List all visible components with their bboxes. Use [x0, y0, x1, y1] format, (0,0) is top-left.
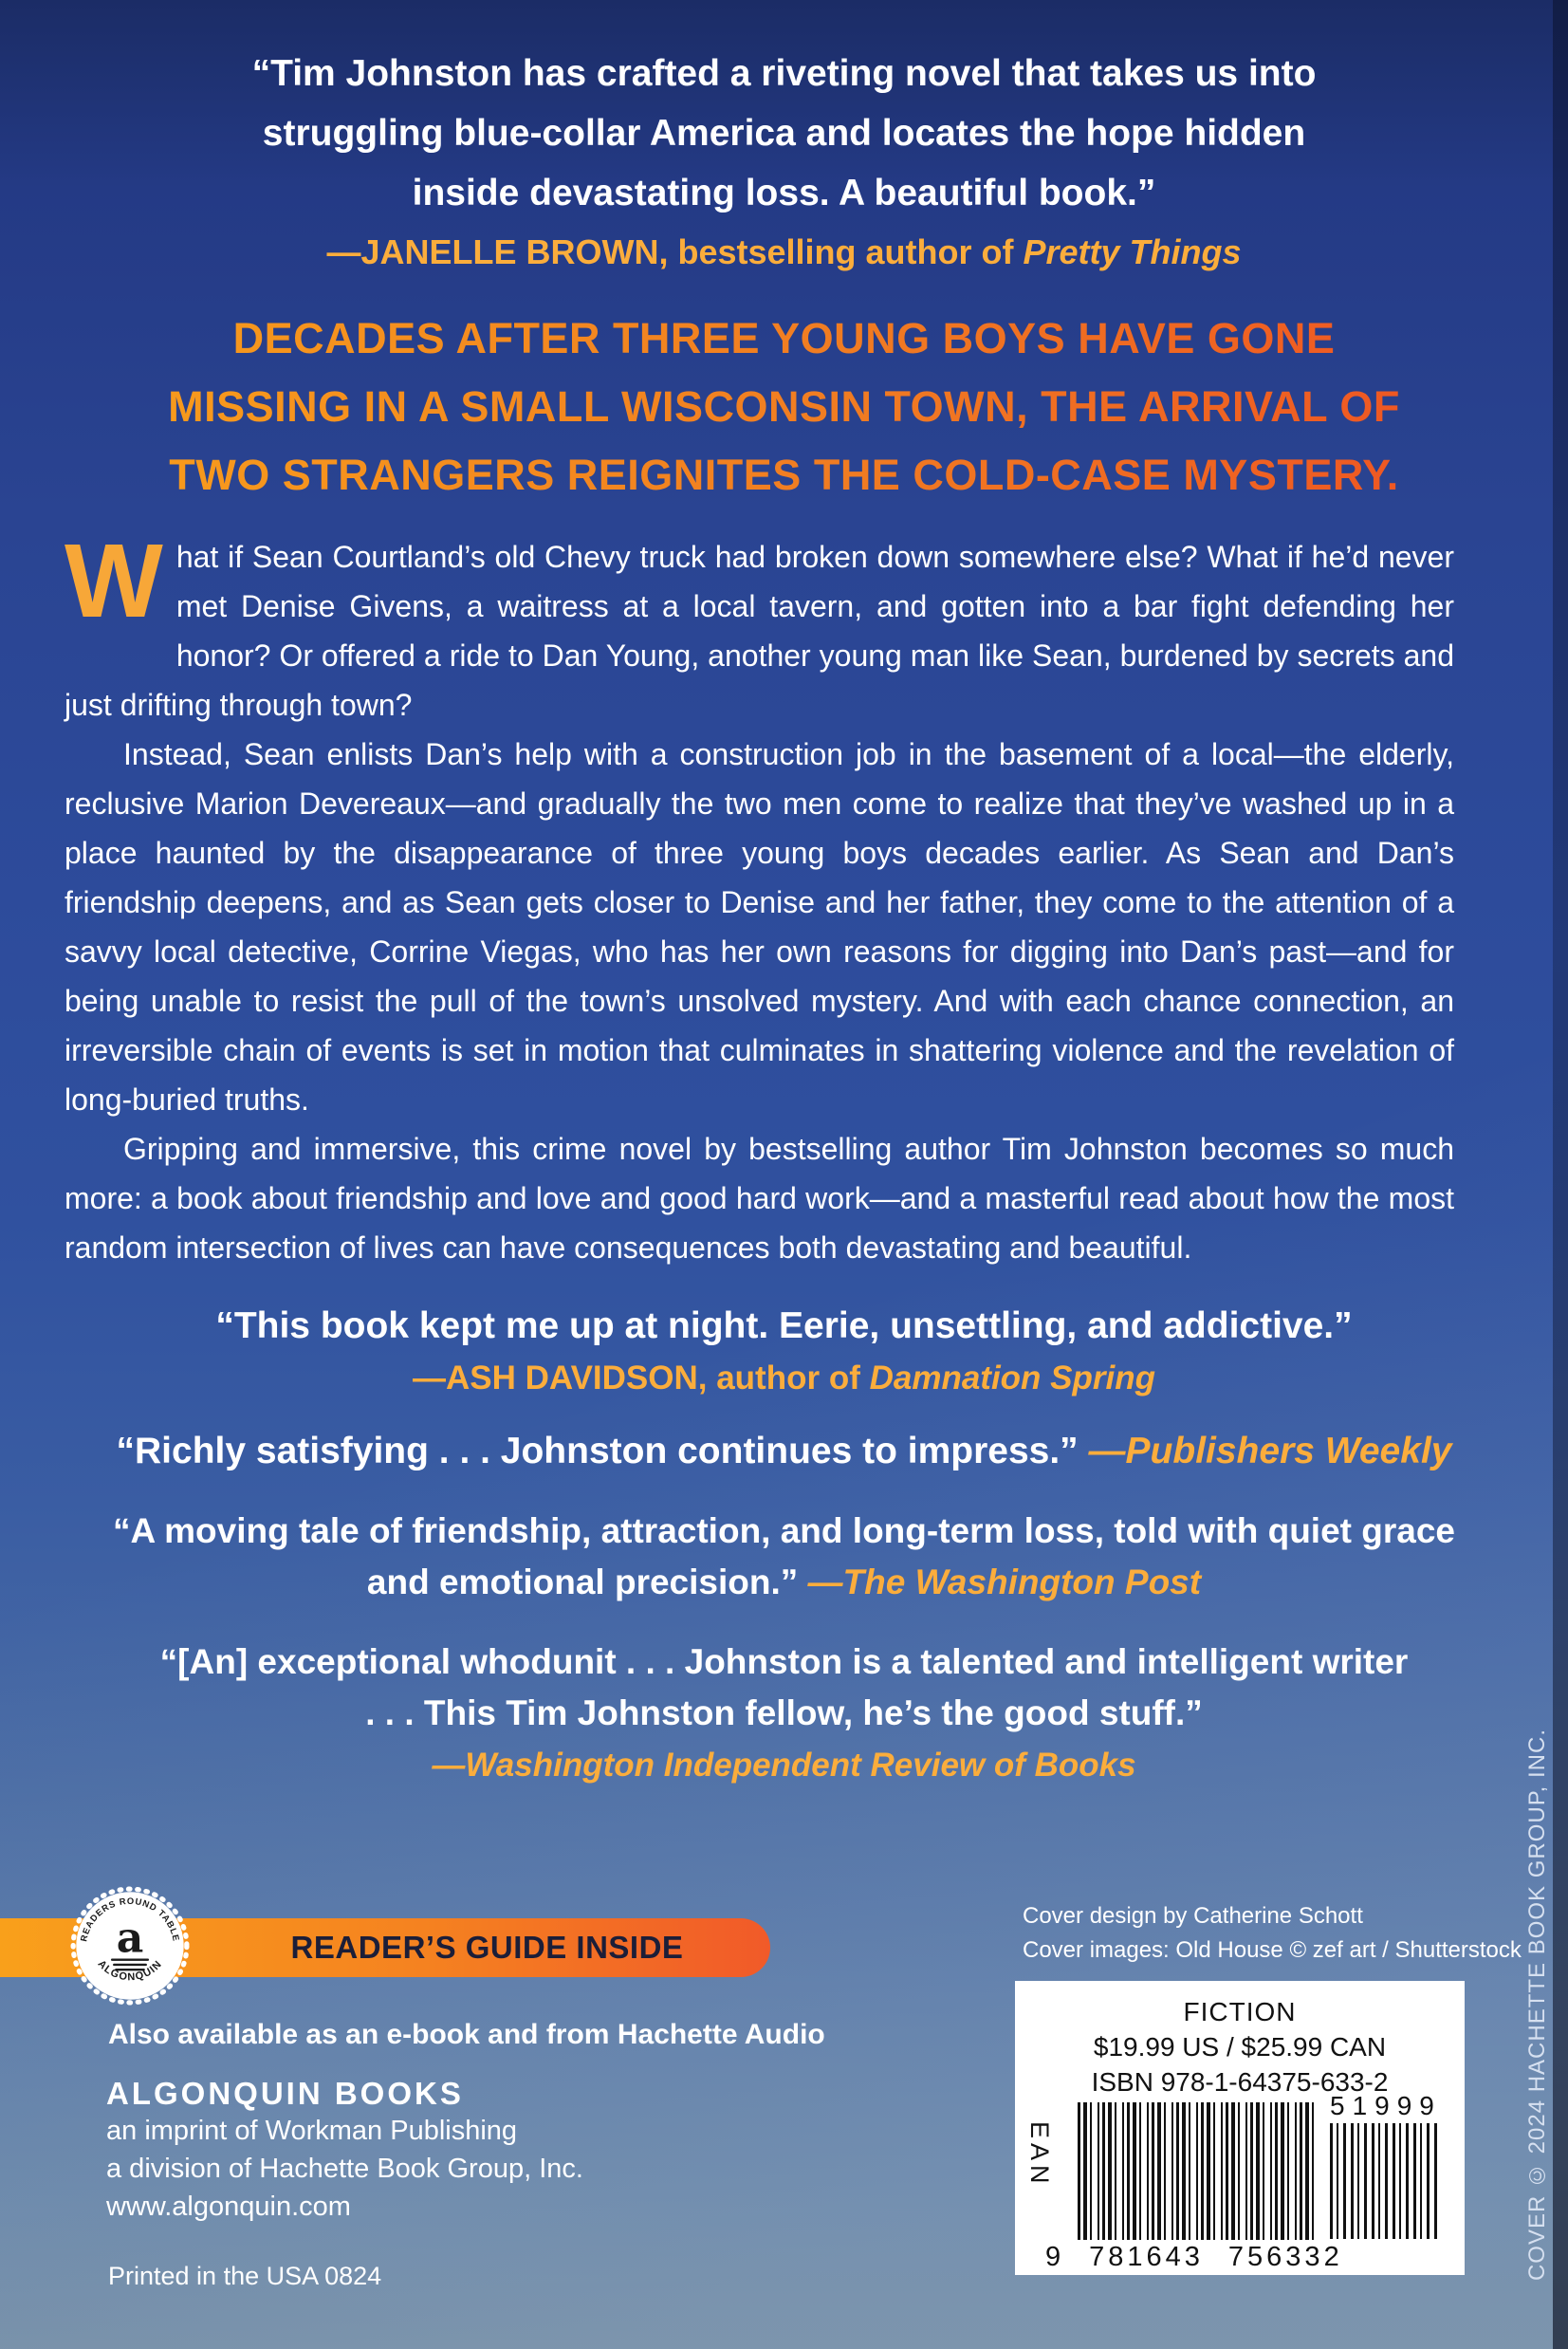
algonquin-seal-logo [70, 1886, 190, 2006]
cover-credits [1023, 1899, 1522, 1968]
ean-label: EAN [1025, 2121, 1054, 2189]
tagline [0, 305, 1568, 509]
endorsement-attribution [0, 232, 1568, 272]
readers-guide-banner-label: READER’S GUIDE INSIDE [290, 1930, 684, 1965]
endorsement-top [0, 0, 1568, 272]
endorsement-line: struggling blue-collar America and locates the hope hidden [262, 113, 1306, 154]
barcode-addon [1330, 2091, 1442, 2239]
quote-wirb [38, 1637, 1530, 1785]
barcode-addon-number: 51999 [1330, 2091, 1442, 2120]
tagline-line: DECADES AFTER THREE YOUNG BOYS HAVE GONE [0, 305, 1568, 373]
barcode-bars [1078, 2102, 1317, 2240]
attribution-work-title: Pretty Things [1023, 232, 1242, 271]
quote-washington-post [38, 1506, 1530, 1608]
publisher-name: ALGONQUIN BOOKS [106, 2076, 464, 2111]
isbn-label: ISBN 978-1-64375-633-2 [1091, 2067, 1389, 2097]
quote-davidson [38, 1301, 1530, 1397]
barcode-digit-lead: 9 [1045, 2242, 1065, 2272]
availability-note: Also available as an e-book and from Hachette Audio [108, 2019, 825, 2050]
synopsis [65, 523, 1454, 1272]
publisher-division: a division of Hachette Book Group, Inc. [106, 2154, 583, 2184]
barcode-digits [1045, 2242, 1343, 2273]
seal-bottom-text: ALGONQUIN [95, 1958, 165, 1984]
barcode-digit-group: 756332 [1227, 2242, 1343, 2272]
seal-letter-a: a [116, 1914, 144, 1963]
endorsement-line: inside devastating loss. A beautiful book.” [412, 173, 1156, 213]
synopsis-paragraph-1-text: hat if Sean Courtland’s old Chevy truck had broken down somewhere else? What if he’d never met Denise Givens, a waitress at a local tavern, and gotten into a bar fight defending her honor? Or offered a ride to Dan Young, another young man like Sean, burdened by secrets and just drifting through town? [65, 540, 1454, 722]
quote-text-span: “A moving tale of friendship, attraction, and long-term loss, told with quiet grace and emotional precision.” [112, 1511, 1455, 1601]
cover-copyright-note: COVER © 2024 HACHETTE BOOK GROUP, INC. [1524, 1728, 1550, 2281]
quote-text: “This book kept me up at night. Eerie, unsettling, and addictive.” [215, 1305, 1353, 1346]
synopsis-paragraph-3: Gripping and immersive, this crime novel by bestselling author Tim Johnston becomes so much more: a book about friendship and love and good hard work—and a masterful read about how the most random intersection of lives can have consequences both devastating and beautiful. [65, 1132, 1454, 1265]
synopsis-paragraph-2: Instead, Sean enlists Dan’s help with a construction job in the basement of a local—the elderly, reclusive Marion Devereaux—and gradually the two men come to realize that they’ve washed up in a place haunted by the disappearance of three young boys decades earlier. As Sean and Dan’s friendship deepens, and as Sean gets closer to Denise and her father, they come to the attention of a savvy local detective, Corrine Viegas, who has her own reasons for digging into Dan’s past—and for being unable to resist the pull of the town’s unsolved mystery. And with each chance connection, an irreversible chain of events is set in motion that culminates in shattering violence and the revelation of long-buried truths. [65, 737, 1454, 1117]
barcode-main [1045, 2102, 1343, 2273]
attribution-name: —ASH DAVIDSON, author of [413, 1359, 870, 1396]
drop-cap: W [65, 523, 163, 639]
printed-note: Printed in the USA 0824 [108, 2262, 382, 2290]
barcode-digit-group: 781643 [1089, 2242, 1204, 2272]
seal-top-text: READERS ROUND TABLE [79, 1896, 181, 1943]
quote-attribution: —Washington Independent Review of Books [432, 1747, 1136, 1784]
genre-label: FICTION [1183, 1997, 1297, 2026]
barcode-addon-bars [1330, 2123, 1438, 2239]
quote-text-span: “Richly satisfying . . . Johnston continues to impress.” [116, 1431, 1079, 1471]
cover-edge-shadow [1553, 0, 1568, 2349]
quote-attribution: —Publishers Weekly [1088, 1431, 1452, 1471]
quote-attribution: —The Washington Post [807, 1563, 1202, 1601]
quote-attribution [38, 1359, 1530, 1397]
tagline-line: MISSING IN A SMALL WISCONSIN TOWN, THE ARRIVAL OF [0, 373, 1568, 441]
attribution-name: —JANELLE BROWN, bestselling author of [326, 232, 1024, 271]
publisher-block [106, 2076, 583, 2226]
cover-image-credit: Cover images: Old House © zef art / Shutterstock [1023, 1937, 1522, 1963]
price-label: $19.99 US / $25.99 CAN [1093, 2032, 1387, 2062]
cover-design-credit: Cover design by Catherine Schott [1023, 1903, 1363, 1929]
tagline-line: TWO STRANGERS REIGNITES THE COLD-CASE MYSTERY. [0, 441, 1568, 509]
publisher-website: www.algonquin.com [106, 2192, 351, 2222]
quote-text [38, 1426, 1530, 1477]
barcode-panel [1015, 1981, 1465, 2275]
publisher-imprint: an imprint of Workman Publishing [106, 2116, 518, 2146]
review-quotes [0, 1301, 1568, 1785]
quote-publishers-weekly [38, 1426, 1530, 1477]
quote-text [111, 1506, 1458, 1608]
quote-text: “[An] exceptional whodunit . . . Johnston is a talented and intelligent writer . . . This Tim Johnston fellow, he’s the good stuff.” [159, 1642, 1409, 1732]
attribution-work-title: Damnation Spring [869, 1359, 1155, 1396]
synopsis-paragraph-1 [65, 523, 1454, 730]
endorsement-line: “Tim Johnston has crafted a riveting novel that takes us into [251, 53, 1317, 94]
